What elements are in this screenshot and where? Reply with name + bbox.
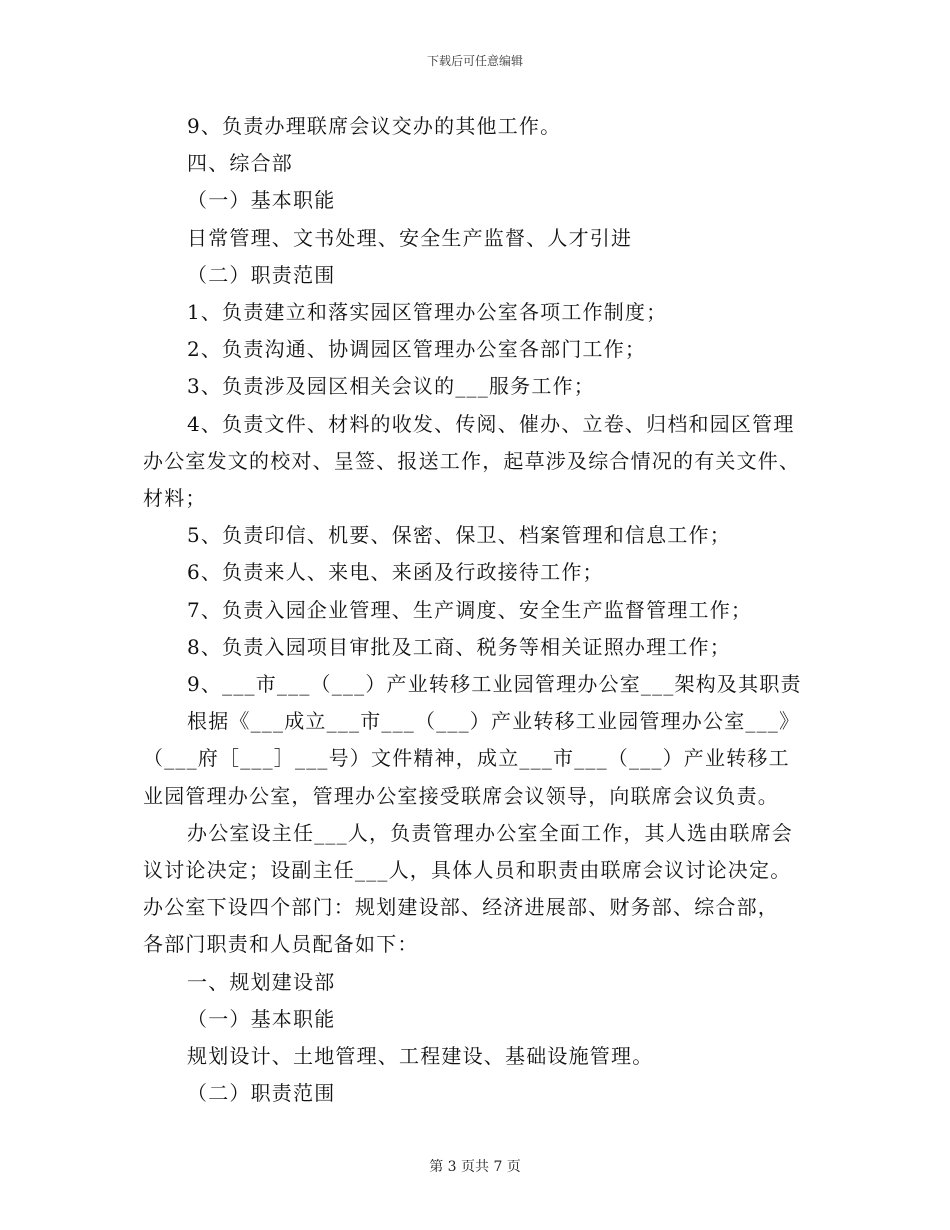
text-line: 9、负责办理联席会议交办的其他工作。 (187, 114, 562, 138)
text-line: 4、负责文件、材料的收发、传阅、催办、立卷、归档和园区管理 (187, 412, 795, 436)
text-line: 3、负责涉及园区相关会议的___服务工作； (187, 374, 595, 398)
subsection-heading: （一）基本职能 (187, 188, 336, 212)
text-line: 材料； (143, 486, 207, 510)
text-line: 日常管理、文书处理、安全生产监督、人才引进 (187, 226, 633, 250)
text-line: 办公室设主任___人，负责管理办公室全面工作，其人选由联席会 (187, 821, 793, 845)
text-line: 9、___市___（___）产业转移工业园管理办公室___架构及其职责 (187, 672, 802, 696)
text-line: 7、负责入园企业管理、生产调度、安全生产监督管理工作； (187, 598, 753, 622)
text-line: 业园管理办公室，管理办公室接受联席会议领导，向联席会议负责。 (143, 784, 779, 808)
text-line: 议讨论决定；设副主任___人，具体人员和职责由联席会议讨论决定。 (143, 858, 792, 882)
text-line: 5、负责印信、机要、保密、保卫、档案管理和信息工作； (187, 523, 731, 547)
text-line: 规划设计、土地管理、工程建设、基础设施管理。 (187, 1044, 654, 1068)
page-header: 下载后可任意编辑 (426, 54, 523, 68)
text-line: 2、负责沟通、协调园区管理办公室各部门工作； (187, 337, 647, 361)
text-line: 根据《___成立___市___（___）产业转移工业园管理办公室___》 (187, 709, 801, 733)
subsection-heading: （二）职责范围 (187, 263, 336, 287)
text-line: （___府［___］___号）文件精神，成立___市___（___）产业转移工 (143, 746, 790, 770)
subsection-heading: （二）职责范围 (187, 1081, 336, 1105)
text-line: 办公室下设四个部门：规划建设部、经济进展部、财务部、综合部， (143, 895, 779, 919)
text-line: 1、负责建立和落实园区管理办公室各项工作制度； (187, 300, 668, 324)
section-heading: 一、规划建设部 (187, 970, 336, 994)
text-line: 6、负责来人、来电、来函及行政接待工作； (187, 560, 604, 584)
text-line: 8、负责入园项目审批及工商、税务等相关证照办理工作； (187, 635, 731, 659)
section-heading: 四、综合部 (187, 151, 293, 175)
text-line: 办公室发文的校对、呈签、报送工作，起草涉及综合情况的有关文件、 (143, 449, 801, 473)
subsection-heading: （一）基本职能 (187, 1007, 336, 1031)
page-footer: 第 3 页共 7 页 (429, 1159, 521, 1175)
text-line: 各部门职责和人员配备如下： (143, 932, 419, 956)
